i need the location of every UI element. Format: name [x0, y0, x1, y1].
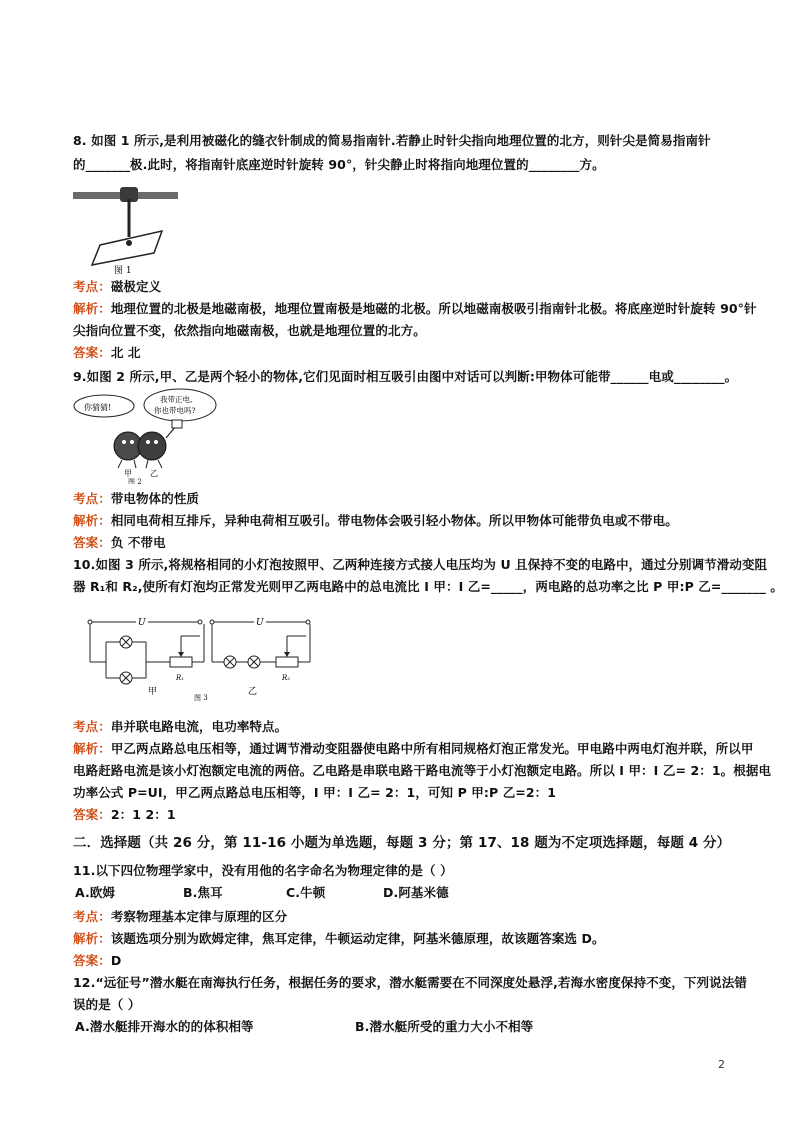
- q9-daan: [73, 534, 166, 552]
- figure-1-compass: [72, 183, 182, 275]
- compass-base: [92, 231, 162, 265]
- plus-sign-flag: [172, 420, 182, 428]
- page-number: 2: [718, 1058, 725, 1071]
- kaodian-label: 考点：: [73, 279, 111, 294]
- q11-option-d: D.阿基米德: [383, 885, 449, 900]
- kaodian-label: 考点：: [73, 719, 111, 734]
- voltage-u-right: U: [256, 618, 264, 628]
- voltage-u-left: U: [138, 618, 146, 628]
- daan-label: 答案：: [73, 535, 111, 550]
- q11-option-a: A.欧姆: [75, 885, 116, 900]
- q12-stem-line1: 12.“远征号”潜水艇在南海执行任务，根据任务的要求，潜水艇需要在不同深度处悬浮,若海水密度保持不变，下列说法错: [73, 975, 747, 990]
- q10-kaodian: [73, 718, 287, 736]
- q11-jiexi: [73, 930, 605, 948]
- label-circuit-jia: 甲: [148, 687, 158, 697]
- figure-3-circuits: [86, 610, 316, 710]
- q8-jiexi-line1: [73, 300, 757, 318]
- q10-stem-line1: 10.如图 3 所示,将规格相同的小灯泡按照甲、乙两种连接方式接人电压均为 U 且保持不变的电路中，通过分别调节滑动变阻: [73, 557, 768, 572]
- jiexi-label: 解析：: [73, 741, 111, 756]
- circuit-yi: [210, 618, 310, 697]
- jiexi-label: 解析：: [73, 513, 111, 528]
- q8-kaodian: [73, 278, 161, 296]
- bubble-right-text-2: 你也带电吗?: [154, 406, 196, 415]
- q8-daan-text: 北 北: [110, 345, 141, 360]
- q9-kaodian-text: 带电物体的性质: [110, 491, 200, 506]
- daan-label: 答案：: [73, 953, 111, 968]
- circuit-jia: [88, 618, 204, 697]
- figure-3-caption: 图 3: [194, 694, 208, 702]
- q10-stem-line2: 器 R₁和 R₂,使所有灯泡均正常发光则甲乙两电路中的总电流比 I 甲：I 乙=_____，两电路的总功率之比 P 甲:P 乙=_______ 。: [73, 579, 783, 594]
- figure-2-caption: 图 2: [128, 478, 142, 484]
- rheostat-r2: [276, 657, 298, 667]
- figure-2-charged-objects: [72, 388, 222, 484]
- q11-daan: [73, 952, 121, 970]
- kaodian-label: 考点：: [73, 491, 111, 506]
- q10-jiexi-text1: 甲乙两点路总电压相等，通过调节滑动变阻器使电路中所有相同规格灯泡正常发光。甲电路中两电灯泡并联，所以甲: [110, 741, 754, 756]
- rheostat-r1: [170, 657, 192, 667]
- q11-option-c: C.牛顿: [286, 885, 326, 900]
- bubble-right-text-1: 我带正电,: [160, 395, 193, 404]
- kaodian-label: 考点：: [73, 909, 111, 924]
- q11-daan-text: D: [110, 953, 122, 968]
- section-2-heading: 二．选择题（共 26 分，第 11-16 小题为单选题，每题 3 分；第 17、18 题为不定项选择题，每题 4 分）: [73, 835, 731, 851]
- label-yi: 乙: [150, 469, 158, 478]
- q10-jiexi-line1: [73, 740, 753, 758]
- q8-daan: [73, 344, 140, 362]
- speech-bubble-right: [144, 389, 216, 421]
- base-pivot: [126, 240, 132, 246]
- q12-stem-line2: 误的是（ ）: [73, 997, 141, 1012]
- q9-stem: 9.如图 2 所示,甲、乙是两个轻小的物体,它们见面时相互吸引由图中对话可以判断:甲物体可能带______电或________。: [73, 369, 738, 384]
- q8-stem-line2: 的_______极.此时，将指南针底座逆时针旋转 90°，针尖静止时将指向地理位置的________方。: [73, 157, 605, 172]
- label-r2: R₂: [282, 674, 291, 682]
- q9-jiexi-text: 相同电荷相互排斥，异种电荷相互吸引。带电物体会吸引轻小物体。所以甲物体可能带负电或不带电。: [110, 513, 678, 528]
- q9-daan-text: 负 不带电: [110, 535, 166, 550]
- q8-kaodian-text: 磁极定义: [110, 279, 162, 294]
- q8-stem-line1: 8. 如图 1 所示,是利用被磁化的缝衣针制成的简易指南针.若静止时针尖指向地理位置的北方，则针尖是简易指南针: [73, 133, 711, 148]
- q10-jiexi-line2: 电路赶路电流是该小灯泡额定电流的两倍。乙电路是串联电路干路电流等于小灯泡额定电路。所以 I 甲：I 乙= 2：1。根据电: [73, 763, 772, 778]
- q8-jiexi-line2: 尖指向位置不变，依然指向地磁南极，也就是地理位置的北方。: [73, 323, 426, 338]
- bubble-left-text: 你猜猜!: [84, 403, 112, 412]
- q9-kaodian: [73, 490, 199, 508]
- daan-label: 答案：: [73, 807, 111, 822]
- q10-daan-text: 2：1 2：1: [110, 807, 176, 822]
- figure-1-caption: 图 1: [114, 266, 132, 275]
- q12-option-a: A.潜水艇排开海水的的体积相等: [75, 1019, 254, 1034]
- q11-kaodian: [73, 908, 287, 926]
- q9-jiexi: [73, 512, 678, 530]
- q11-jiexi-text: 该题选项分别为欧姆定律，焦耳定律，牛顿运动定律，阿基米德原理，故该题答案选 D。: [110, 931, 605, 946]
- jiexi-label: 解析：: [73, 931, 111, 946]
- q11-stem: 11.以下四位物理学家中，没有用他的名字命名为物理定律的是（ ）: [73, 863, 453, 878]
- q12-option-b: B.潜水艇所受的重力大小不相等: [355, 1019, 534, 1034]
- q10-jiexi-line3: 功率公式 P=UI，甲乙两点路总电压相等，I 甲：I 乙= 2：1，可知 P 甲:P 乙=2：1: [73, 785, 557, 800]
- object-yi: [138, 432, 166, 460]
- q10-daan: [73, 806, 176, 824]
- jiexi-label: 解析：: [73, 301, 111, 316]
- label-jia: 甲: [124, 469, 132, 478]
- q8-jiexi-text1: 地理位置的北极是地磁南极，地理位置南极是地磁的北极。所以地磁南极吸引指南针北极。将底座逆时针旋转 90°针: [110, 301, 757, 316]
- daan-label: 答案：: [73, 345, 111, 360]
- label-r1: R₁: [176, 674, 185, 682]
- q10-kaodian-text: 串并联电路电流，电功率特点。: [110, 719, 288, 734]
- q11-option-b: B.焦耳: [183, 885, 223, 900]
- q11-kaodian-text: 考察物理基本定律与原理的区分: [110, 909, 288, 924]
- label-circuit-yi: 乙: [248, 687, 258, 697]
